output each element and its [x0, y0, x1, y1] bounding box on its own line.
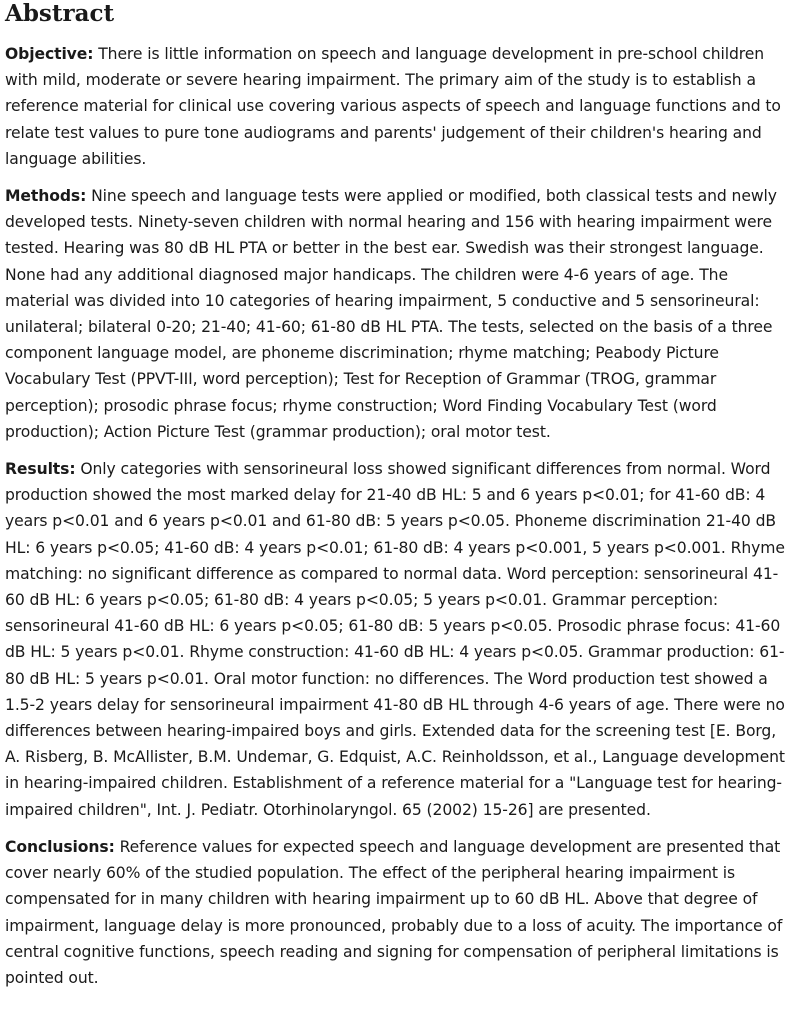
results-paragraph	[5, 456, 795, 823]
results-label: Results:	[5, 460, 76, 479]
abstract-heading: Abstract	[5, 0, 115, 27]
conclusions-paragraph	[5, 834, 795, 991]
objective-label: Objective:	[5, 45, 94, 63]
methods-paragraph	[5, 183, 795, 445]
methods-text: Nine speech and language tests were applied or modified, both classical tests and newly developed tests. Ninety-seven children with normal hearing and 156 with hearing impairment were tested. Hearing was 80 dB HL PTA or better in the best ear. Swedish was their strongest language. None had any additional diagnosed major handicaps. The children were 4-6 years of age. The material was divided into 10 categories of hearing impairment, 5 conductive and 5 sensorineural: unilateral; bilateral 0-20; 21-40; 41-60; 61-80 dB HL PTA. The tests, selected on the basis of a three component language model, are phoneme discrimination; rhyme matching; Peabody Picture Vocabulary Test (PPVT-III, word perception); Test for Reception of Grammar (TROG, grammar perception); prosodic phrase focus; rhyme construction; Word Finding Vocabulary Test (word production); Action Picture Test (grammar production); oral motor test.	[5, 187, 777, 441]
methods-label: Methods:	[5, 187, 87, 206]
objective-text: There is little information on speech and language development in pre-school children with mild, moderate or severe hearing impairment. The primary aim of the study is to establish a reference material for clinical use covering various aspects of speech and language functions and to relate test values to pure tone audiograms and parents' judgement of their children's hearing and language abilities.	[5, 45, 781, 168]
results-text: Only categories with sensorineural loss showed significant differences from normal. Word production showed the most marked delay for 21-40 dB HL: 5 and 6 years p<0.01; for 41-60 dB: 4 years p<0.01 and 6 years p<0.01 and 61-80 dB: 5 years p<0.05. Phoneme discrimination 21-40 dB HL: 6 years p<0.05; 41-60 dB: 4 years p<0.01; 61-80 dB: 4 years p<0.001, 5 years p<0.001. Rhyme matching: no significant difference as compared to normal data. Word perception: sensorineural 41-60 dB HL: 6 years p<0.05; 61-80 dB: 4 years p<0.05; 5 years p<0.01. Grammar perception: sensorineural 41-60 dB HL: 6 years p<0.05; 61-80 dB: 5 years p<0.05. Prosodic phrase focus: 41-60 dB HL: 5 years p<0.01. Rhyme construction: 41-60 dB HL: 4 years p<0.05. Grammar production: 61-80 dB HL: 5 years p<0.01. Oral motor function: no differences. The Word production test showed a 1.5-2 years delay for sensorineural impairment 41-80 dB HL through 4-6 years of age. There were no differences between hearing-impaired boys and girls. Extended data for the screening test [E. Borg, A. Risberg, B. McAllister, B.M. Undemar, G. Edquist, A.C. Reinholdsson, et al., Language development in hearing-impaired children. Establishment of a reference material for a "Language test for hearing-impaired children", Int. J. Pediatr. Otorhinolaryngol. 65 (2002) 15-26] are presented.	[5, 460, 785, 819]
conclusions-label: Conclusions:	[5, 837, 115, 856]
objective-paragraph	[5, 41, 795, 172]
conclusions-text: Reference values for expected speech and language development are presented that cover nearly 60% of the studied population. The effect of the peripheral hearing impairment is compensated for in many children with hearing impairment up to 60 dB HL. Above that degree of impairment, language delay is more pronounced, probably due to a loss of acuity. The importance of central cognitive functions, speech reading and signing for compensation of peripheral limitations is pointed out.	[5, 837, 783, 987]
